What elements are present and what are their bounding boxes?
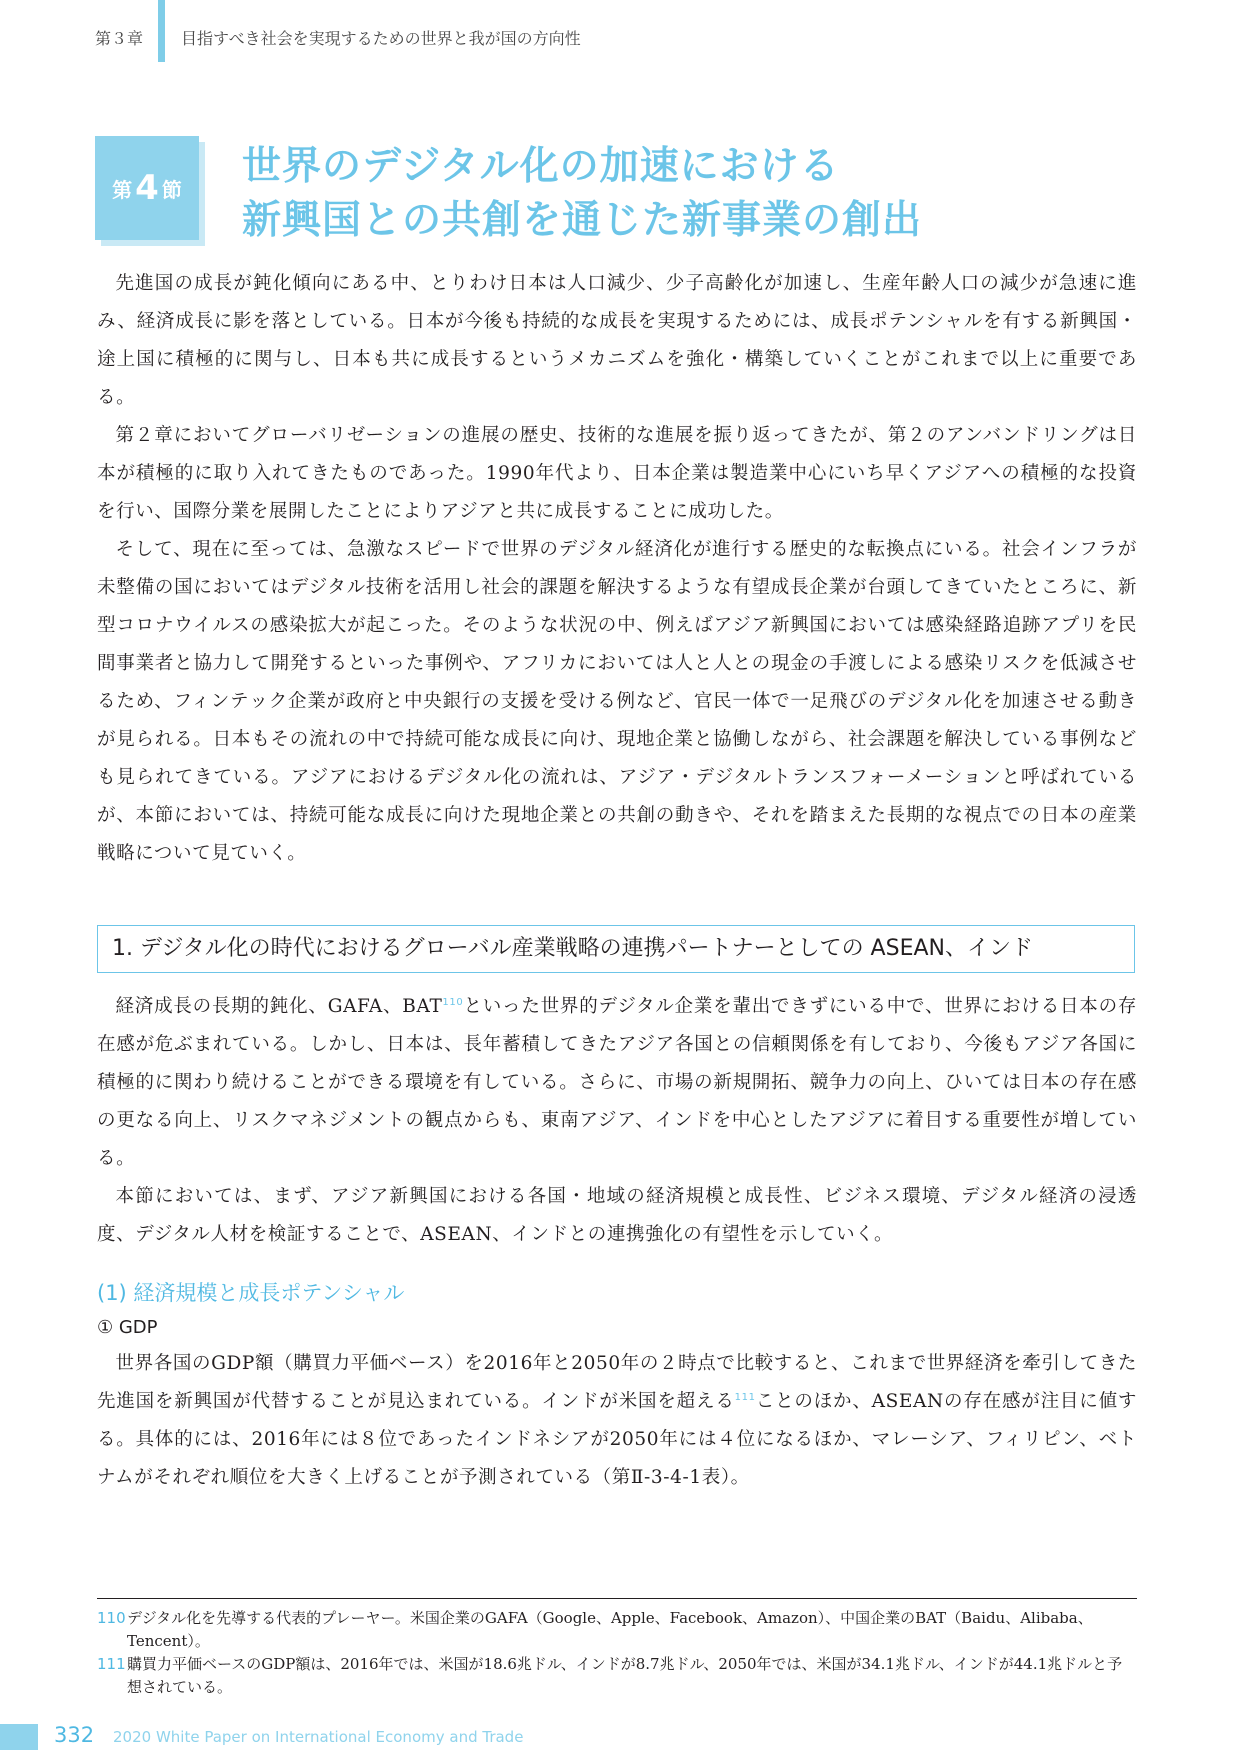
page-number: 332 [54, 1723, 95, 1747]
section1-text [97, 988, 1137, 1254]
subsubsection-heading: ① GDP [97, 1317, 158, 1338]
footnote-text: 購買力平価ベースのGDP額は、2016年では、米国が18.6兆ドル、インドが8.7兆ドル、2050年では、米国が34.1兆ドル、インドが44.1兆ドルと予想されている。 [127, 1655, 1123, 1696]
section1-p1-part1: 経済成長の長期的鈍化、GAFA、BAT [115, 996, 443, 1017]
section-title-line2: 新興国との共創を通じた新事業の創出 [242, 197, 923, 243]
footer-title: 2020 White Paper on International Economy and Trade [113, 1728, 524, 1746]
header-accent-bar [158, 0, 165, 62]
intro-text [97, 265, 1137, 873]
subsection-heading: (1) 経済規模と成長ポテンシャル [97, 1281, 405, 1305]
footnote-ref-111[interactable]: 111 [734, 1392, 756, 1403]
footnotes [97, 1607, 1137, 1699]
section-heading-1: 1. デジタル化の時代におけるグローバル産業戦略の連携パートナーとしての ASEAN、インド [97, 925, 1135, 973]
section1-p1-part2: といった世界的デジタル企業を輩出できずにいる中で、世界における日本の存在感が危ぶまれている。しかし、日本は、長年蓄積してきたアジア各国との信頼関係を有しており、今後もアジア各国に積極的に関わり続けることができる環境を有している。さらに、市場の新規開拓、競争力の向上、ひいては日本の存在感の更なる向上、リスクマネジメントの観点からも、東南アジア、インドを中心としたアジアに着目する重要性が増している。 [97, 996, 1137, 1169]
intro-paragraph-2: 第２章においてグローバリゼーションの進展の歴史、技術的な進展を振り返ってきたが、第２のアンバンドリングは日本が積極的に取り入れてきたものであった。1990年代より、日本企業は製造業中心にいち早くアジアへの積極的な投資を行い、国際分業を展開したことによりアジアと共に成長することに成功した。 [97, 425, 1137, 522]
chapter-label: 第３章 [95, 29, 144, 48]
section-badge-suffix: 節 [161, 177, 182, 202]
section-badge-number: 4 [135, 168, 159, 208]
gdp-part2: ことのほか、ASEANの存在感が注目に値する。具体的には、2016年には８位であったインドネシアが2050年には４位になるほか、マレーシア、フィリピン、ベトナムがそれぞれ順位を大きく上げることが予測されている（第Ⅱ-3-4-1表）。 [97, 1391, 1137, 1488]
gdp-part1: 世界各国のGDP額（購買力平価ベース）を2016年と2050年の２時点で比較すると、これまで世界経済を牽引してきた先進国を新興国が代替することが見込まれている。インドが米国を超える [97, 1353, 1137, 1412]
intro-paragraph-1: 先進国の成長が鈍化傾向にある中、とりわけ日本は人口減少、少子高齢化が加速し、生産年齢人口の減少が急速に進み、経済成長に影を落としている。日本が今後も持続的な成長を実現するためには、成長ポテンシャルを有する新興国・途上国に積極的に関与し、日本も共に成長するというメカニズムを強化・構築していくことがこれまで以上に重要である。 [97, 273, 1137, 408]
section1-paragraph-2: 本節においては、まず、アジア新興国における各国・地域の経済規模と成長性、ビジネス環境、デジタル経済の浸透度、デジタル人材を検証することで、ASEAN、インドとの連携強化の有望性を示していく。 [97, 1186, 1137, 1245]
footnote-text: デジタル化を先導する代表的プレーヤー。米国企業のGAFA（Google、Apple、Facebook、Amazon）、中国企業のBAT（Baidu、Alibaba、Tencent）。 [127, 1609, 1093, 1650]
section-badge [95, 136, 199, 240]
gdp-text [97, 1345, 1137, 1497]
section-title-line1: 世界のデジタル化の加速における [242, 143, 840, 189]
gdp-paragraph [97, 1345, 1137, 1497]
footer-accent-bar [0, 1724, 38, 1750]
footnote-111 [97, 1653, 1137, 1699]
chapter-title: 目指すべき社会を実現するための世界と我が国の方向性 [181, 29, 581, 48]
footnote-ref-110[interactable]: 110 [442, 997, 464, 1008]
intro-paragraph-3: そして、現在に至っては、急激なスピードで世界のデジタル経済化が進行する歴史的な転換点にいる。社会インフラが未整備の国においてはデジタル技術を活用し社会的課題を解決するような有望成長企業が台頭してきていたところに、新型コロナウイルスの感染拡大が起こった。そのような状況の中、例えばアジア新興国においては感染経路追跡アプリを民間事業者と協力して開発するといった事例や、アフリカにおいては人と人との現金の手渡しによる感染リスクを低減させるため、フィンテック企業が政府と中央銀行の支援を受ける例など、官民一体で一足飛びのデジタル化を加速させる動きが見られる。日本もその流れの中で持続可能な成長に向け、現地企業と協働しながら、社会課題を解決している事例なども見られてきている。アジアにおけるデジタル化の流れは、アジア・デジタルトランスフォーメーションと呼ばれているが、本節においては、持続可能な成長に向けた現地企業との共創の動きや、それを踏まえた長期的な視点での日本の産業戦略について見ていく。 [97, 539, 1137, 864]
footnote-number: 111 [97, 1655, 126, 1673]
section-title [242, 139, 922, 247]
page-header [0, 0, 1241, 72]
footnote-number: 110 [97, 1609, 126, 1627]
footnote-divider [97, 1598, 1137, 1599]
section1-paragraph-1 [97, 988, 1137, 1178]
footnote-110 [97, 1607, 1137, 1653]
section-badge-prefix: 第 [112, 177, 133, 202]
